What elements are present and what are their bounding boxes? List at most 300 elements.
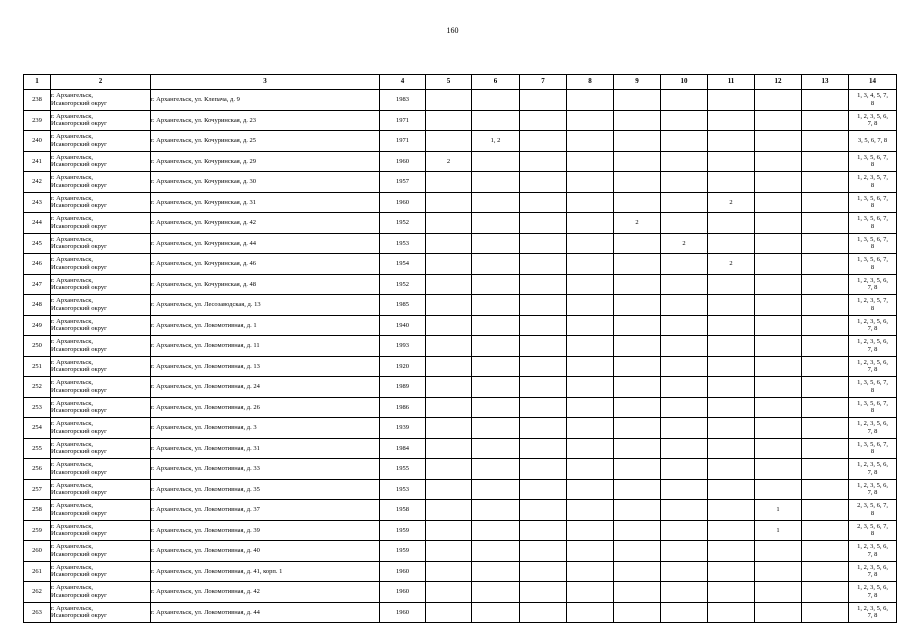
mark-cell-c11 (708, 356, 755, 377)
mark-cell-c6 (472, 541, 520, 562)
district-cell (51, 110, 151, 131)
district-line: Исакогорский округ (51, 407, 107, 415)
mark-cell-c5 (426, 356, 472, 377)
mark-cell-c11 (708, 151, 755, 172)
mark-cell-c11 (708, 233, 755, 254)
address-cell: г. Архангельск, ул. Кочуринская, д. 42 (151, 213, 380, 234)
mark-cell-c10 (661, 561, 708, 582)
mark-cell-c5 (426, 274, 472, 295)
measures-cell (849, 336, 897, 357)
mark-cell-c8 (567, 336, 614, 357)
address-cell: г. Архангельск, ул. Локомотивная, д. 35 (151, 479, 380, 500)
mark-cell-c11 (708, 602, 755, 623)
address-cell: г. Архангельск, ул. Локомотивная, д. 1 (151, 315, 380, 336)
table-row (24, 602, 897, 623)
district-cell (51, 192, 151, 213)
year-cell: 1952 (380, 274, 426, 295)
mark-cell-c9 (614, 582, 661, 603)
mark-cell-c11 (708, 131, 755, 152)
mark-cell-c8 (567, 295, 614, 316)
district-line: Исакогорский округ (51, 304, 107, 312)
mark-cell-c10 (661, 377, 708, 398)
mark-cell-c8 (567, 192, 614, 213)
table-row (24, 274, 897, 295)
mark-cell-c11 (708, 315, 755, 336)
header-cell: 6 (472, 75, 520, 90)
mark-cell-c7 (520, 520, 567, 541)
district-cell (51, 315, 151, 336)
year-cell: 1984 (380, 438, 426, 459)
measures-cell (849, 418, 897, 439)
district-line: г. Архангельск, (51, 604, 93, 612)
year-cell: 1955 (380, 459, 426, 480)
header-cell: 4 (380, 75, 426, 90)
measures-line: 3, 5, 6, 7, 8 (857, 137, 888, 144)
row-number-cell: 261 (24, 561, 51, 582)
mark-cell-c6 (472, 520, 520, 541)
district-cell (51, 520, 151, 541)
measures-line: 1, 2, 3, 5, 6, (857, 461, 888, 469)
mark-cell-c12 (755, 561, 802, 582)
row-number-cell: 250 (24, 336, 51, 357)
mark-cell-c12 (755, 356, 802, 377)
table-row (24, 582, 897, 603)
district-line: г. Архангельск, (51, 112, 93, 120)
district-cell (51, 459, 151, 480)
mark-cell-c10 (661, 438, 708, 459)
district-line: Исакогорский округ (51, 509, 107, 517)
district-line: г. Архангельск, (51, 153, 93, 161)
address-cell: г. Архангельск, ул. Кочуринская, д. 48 (151, 274, 380, 295)
district-line: Исакогорский округ (51, 489, 107, 497)
mark-cell-c10 (661, 356, 708, 377)
mark-cell-c7 (520, 377, 567, 398)
district-line: г. Архангельск, (51, 584, 93, 592)
measures-cell (849, 377, 897, 398)
mark-cell-c10 (661, 131, 708, 152)
mark-cell-c12 (755, 192, 802, 213)
district-cell (51, 582, 151, 603)
district-line: г. Архангельск, (51, 420, 93, 428)
mark-cell-c13 (802, 213, 849, 234)
mark-cell-c5 (426, 541, 472, 562)
year-cell: 1940 (380, 315, 426, 336)
mark-cell-c10 (661, 192, 708, 213)
mark-cell-c6 (472, 90, 520, 111)
mark-cell-c9 (614, 397, 661, 418)
mark-cell-c10 (661, 541, 708, 562)
measures-cell (849, 192, 897, 213)
year-cell: 1971 (380, 131, 426, 152)
mark-cell-c8 (567, 131, 614, 152)
measures-cell (849, 131, 897, 152)
mark-cell-c8 (567, 172, 614, 193)
mark-cell-c5: 2 (426, 151, 472, 172)
mark-cell-c13 (802, 602, 849, 623)
measures-line: 8 (870, 448, 875, 456)
district-cell (51, 602, 151, 623)
mark-cell-c10 (661, 602, 708, 623)
mark-cell-c11 (708, 582, 755, 603)
mark-cell-c11 (708, 438, 755, 459)
row-number-cell: 242 (24, 172, 51, 193)
measures-line: 1, 2, 3, 5, 6, (857, 276, 888, 284)
measures-line: 8 (870, 243, 875, 251)
measures-cell (849, 500, 897, 521)
measures-line: 1, 2, 3, 5, 6, (857, 481, 888, 489)
mark-cell-c10 (661, 274, 708, 295)
mark-cell-c13 (802, 90, 849, 111)
measures-line: 7, 8 (867, 120, 878, 128)
measures-line: 8 (870, 222, 875, 230)
mark-cell-c7 (520, 356, 567, 377)
district-cell (51, 500, 151, 521)
mark-cell-c5 (426, 192, 472, 213)
table-row (24, 315, 897, 336)
row-number-cell: 246 (24, 254, 51, 275)
measures-line: 1, 3, 5, 6, 7, (857, 194, 888, 202)
mark-cell-c8 (567, 315, 614, 336)
header-cell: 7 (520, 75, 567, 90)
mark-cell-c11 (708, 520, 755, 541)
row-number-cell: 256 (24, 459, 51, 480)
mark-cell-c7 (520, 479, 567, 500)
measures-cell (849, 172, 897, 193)
mark-cell-c6 (472, 151, 520, 172)
mark-cell-c5 (426, 90, 472, 111)
district-cell (51, 438, 151, 459)
mark-cell-c7 (520, 561, 567, 582)
table-row (24, 213, 897, 234)
measures-line: 7, 8 (867, 427, 878, 435)
row-number-cell: 255 (24, 438, 51, 459)
mark-cell-c10: 2 (661, 233, 708, 254)
district-line: Исакогорский округ (51, 366, 107, 374)
measures-line: 2, 3, 5, 6, 7, (857, 522, 888, 530)
row-number-cell: 251 (24, 356, 51, 377)
mark-cell-c9 (614, 254, 661, 275)
mark-cell-c7 (520, 213, 567, 234)
header-cell: 10 (661, 75, 708, 90)
mark-cell-c13 (802, 418, 849, 439)
measures-line: 8 (870, 530, 875, 538)
mark-cell-c5 (426, 520, 472, 541)
table-row (24, 438, 897, 459)
header-cell: 12 (755, 75, 802, 90)
address-cell: г. Архангельск, ул. Локомотивная, д. 44 (151, 602, 380, 623)
table-body (24, 90, 897, 623)
mark-cell-c11 (708, 561, 755, 582)
mark-cell-c12 (755, 377, 802, 398)
mark-cell-c5 (426, 418, 472, 439)
mark-cell-c12 (755, 459, 802, 480)
mark-cell-c13 (802, 541, 849, 562)
mark-cell-c7 (520, 602, 567, 623)
district-line: г. Архангельск, (51, 502, 93, 510)
mark-cell-c6 (472, 315, 520, 336)
district-line: Исакогорский округ (51, 181, 107, 189)
measures-line: 7, 8 (867, 591, 878, 599)
mark-cell-c5 (426, 336, 472, 357)
row-number-cell: 258 (24, 500, 51, 521)
table-row (24, 459, 897, 480)
address-cell: г. Архангельск, ул. Кочуринская, д. 30 (151, 172, 380, 193)
mark-cell-c13 (802, 233, 849, 254)
table-row (24, 418, 897, 439)
mark-cell-c6 (472, 254, 520, 275)
district-line: г. Архангельск, (51, 338, 93, 346)
mark-cell-c8 (567, 213, 614, 234)
mark-cell-c7 (520, 315, 567, 336)
row-number-cell: 247 (24, 274, 51, 295)
mark-cell-c5 (426, 131, 472, 152)
year-cell: 1952 (380, 213, 426, 234)
mark-cell-c9: 2 (614, 213, 661, 234)
table-row (24, 336, 897, 357)
mark-cell-c10 (661, 397, 708, 418)
table-row (24, 192, 897, 213)
measures-line: 1, 2, 3, 5, 7, (857, 174, 888, 182)
measures-cell (849, 110, 897, 131)
measures-line: 1, 3, 5, 6, 7, (857, 215, 888, 223)
district-cell (51, 172, 151, 193)
address-cell: г. Архангельск, ул. Кочуринская, д. 25 (151, 131, 380, 152)
address-cell: г. Архангельск, ул. Кочуринская, д. 31 (151, 192, 380, 213)
measures-cell (849, 520, 897, 541)
district-cell (51, 479, 151, 500)
year-cell: 1960 (380, 192, 426, 213)
district-line: г. Архангельск, (51, 399, 93, 407)
mark-cell-c6 (472, 233, 520, 254)
header-cell: 11 (708, 75, 755, 90)
measures-line: 1, 3, 5, 6, 7, (857, 379, 888, 387)
header-cell: 2 (51, 75, 151, 90)
mark-cell-c9 (614, 110, 661, 131)
year-cell: 1920 (380, 356, 426, 377)
mark-cell-c9 (614, 520, 661, 541)
mark-cell-c7 (520, 274, 567, 295)
measures-cell (849, 254, 897, 275)
row-number-cell: 239 (24, 110, 51, 131)
address-cell: г. Архангельск, ул. Лесозаводская, д. 13 (151, 295, 380, 316)
measures-line: 1, 2, 3, 5, 6, (857, 563, 888, 571)
mark-cell-c10 (661, 151, 708, 172)
address-cell: г. Архангельск, ул. Локомотивная, д. 42 (151, 582, 380, 603)
address-cell: г. Архангельск, ул. Локомотивная, д. 31 (151, 438, 380, 459)
row-number-cell: 240 (24, 131, 51, 152)
mark-cell-c9 (614, 274, 661, 295)
mark-cell-c12: 1 (755, 520, 802, 541)
district-line: Исакогорский округ (51, 140, 107, 148)
mark-cell-c5 (426, 315, 472, 336)
year-cell: 1986 (380, 397, 426, 418)
mark-cell-c10 (661, 90, 708, 111)
district-line: Исакогорский округ (51, 345, 107, 353)
district-cell (51, 274, 151, 295)
mark-cell-c11 (708, 172, 755, 193)
year-cell: 1959 (380, 541, 426, 562)
mark-cell-c8 (567, 500, 614, 521)
mark-cell-c12 (755, 131, 802, 152)
mark-cell-c13 (802, 274, 849, 295)
measures-line: 7, 8 (867, 612, 878, 620)
mark-cell-c10 (661, 459, 708, 480)
address-cell: г. Архангельск, ул. Кочуринская, д. 29 (151, 151, 380, 172)
measures-line: 1, 2, 3, 5, 6, (857, 584, 888, 592)
mark-cell-c8 (567, 377, 614, 398)
row-number-cell: 260 (24, 541, 51, 562)
address-cell: г. Архангельск, ул. Кочуринская, д. 46 (151, 254, 380, 275)
district-cell (51, 336, 151, 357)
address-cell: г. Архангельск, ул. Локомотивная, д. 26 (151, 397, 380, 418)
mark-cell-c13 (802, 520, 849, 541)
district-cell (51, 418, 151, 439)
mark-cell-c8 (567, 582, 614, 603)
mark-cell-c13 (802, 459, 849, 480)
mark-cell-c11 (708, 90, 755, 111)
district-line: Исакогорский округ (51, 386, 107, 394)
address-cell: г. Архангельск, ул. Локомотивная, д. 40 (151, 541, 380, 562)
mark-cell-c7 (520, 397, 567, 418)
table-row (24, 295, 897, 316)
mark-cell-c8 (567, 561, 614, 582)
mark-cell-c11 (708, 459, 755, 480)
mark-cell-c9 (614, 541, 661, 562)
mark-cell-c7 (520, 295, 567, 316)
mark-cell-c13 (802, 356, 849, 377)
mark-cell-c12 (755, 315, 802, 336)
mark-cell-c12 (755, 110, 802, 131)
table-row (24, 254, 897, 275)
district-line: Исакогорский округ (51, 243, 107, 251)
mark-cell-c8 (567, 602, 614, 623)
district-line: г. Архангельск, (51, 543, 93, 551)
mark-cell-c11 (708, 377, 755, 398)
district-line: Исакогорский округ (51, 325, 107, 333)
mark-cell-c10 (661, 172, 708, 193)
district-line: г. Архангельск, (51, 215, 93, 223)
mark-cell-c13 (802, 172, 849, 193)
mark-cell-c13 (802, 500, 849, 521)
mark-cell-c5 (426, 602, 472, 623)
mark-cell-c7 (520, 90, 567, 111)
address-cell: г. Архангельск, ул. Локомотивная, д. 11 (151, 336, 380, 357)
year-cell: 1989 (380, 377, 426, 398)
mark-cell-c8 (567, 356, 614, 377)
mark-cell-c12 (755, 336, 802, 357)
district-cell (51, 151, 151, 172)
mark-cell-c9 (614, 172, 661, 193)
measures-line: 8 (870, 509, 875, 517)
measures-line: 1, 2, 3, 5, 6, (857, 317, 888, 325)
district-cell (51, 356, 151, 377)
district-line: Исакогорский округ (51, 468, 107, 476)
mark-cell-c5 (426, 459, 472, 480)
measures-line: 1, 2, 3, 5, 7, (857, 297, 888, 305)
mark-cell-c5 (426, 479, 472, 500)
measures-line: 7, 8 (867, 284, 878, 292)
mark-cell-c12 (755, 151, 802, 172)
mark-cell-c6 (472, 397, 520, 418)
mark-cell-c5 (426, 377, 472, 398)
mark-cell-c6 (472, 213, 520, 234)
district-line: Исакогорский округ (51, 448, 107, 456)
mark-cell-c13 (802, 192, 849, 213)
mark-cell-c6 (472, 356, 520, 377)
district-cell (51, 377, 151, 398)
year-cell: 1985 (380, 295, 426, 316)
mark-cell-c12 (755, 397, 802, 418)
mark-cell-c12 (755, 172, 802, 193)
measures-cell (849, 561, 897, 582)
mark-cell-c12 (755, 418, 802, 439)
mark-cell-c13 (802, 582, 849, 603)
mark-cell-c13 (802, 151, 849, 172)
measures-cell (849, 602, 897, 623)
district-cell (51, 213, 151, 234)
mark-cell-c6 (472, 602, 520, 623)
measures-line: 7, 8 (867, 550, 878, 558)
measures-line: 1, 2, 3, 5, 6, (857, 543, 888, 551)
mark-cell-c13 (802, 254, 849, 275)
year-cell: 1971 (380, 110, 426, 131)
header-cell: 1 (24, 75, 51, 90)
mark-cell-c7 (520, 459, 567, 480)
mark-cell-c9 (614, 356, 661, 377)
measures-line: 1, 3, 5, 6, 7, (857, 399, 888, 407)
measures-line: 1, 2, 3, 5, 6, (857, 604, 888, 612)
mark-cell-c5 (426, 500, 472, 521)
district-line: Исакогорский округ (51, 284, 107, 292)
mark-cell-c11 (708, 336, 755, 357)
row-number-cell: 257 (24, 479, 51, 500)
year-cell: 1954 (380, 254, 426, 275)
mark-cell-c6 (472, 561, 520, 582)
measures-line: 2, 3, 5, 6, 7, (857, 502, 888, 510)
district-line: г. Архангельск, (51, 92, 93, 100)
mark-cell-c8 (567, 397, 614, 418)
address-cell: г. Архангельск, ул. Кочуринская, д. 23 (151, 110, 380, 131)
measures-line: 1, 3, 5, 6, 7, (857, 440, 888, 448)
measures-cell (849, 90, 897, 111)
district-line: Исакогорский округ (51, 550, 107, 558)
district-line: Исакогорский округ (51, 530, 107, 538)
measures-line: 1, 2, 3, 5, 6, (857, 338, 888, 346)
district-cell (51, 397, 151, 418)
mark-cell-c9 (614, 377, 661, 398)
header-cell: 5 (426, 75, 472, 90)
year-cell: 1960 (380, 151, 426, 172)
address-cell: г. Архангельск, ул. Локомотивная, д. 39 (151, 520, 380, 541)
mark-cell-c5 (426, 172, 472, 193)
mark-cell-c10 (661, 254, 708, 275)
mark-cell-c13 (802, 131, 849, 152)
mark-cell-c12 (755, 602, 802, 623)
district-line: Исакогорский округ (51, 263, 107, 271)
mark-cell-c8 (567, 110, 614, 131)
measures-cell (849, 315, 897, 336)
measures-line: 8 (870, 263, 875, 271)
mark-cell-c6 (472, 192, 520, 213)
district-line: г. Архангельск, (51, 440, 93, 448)
mark-cell-c13 (802, 315, 849, 336)
measures-cell (849, 233, 897, 254)
header-cell: 13 (802, 75, 849, 90)
row-number-cell: 254 (24, 418, 51, 439)
row-number-cell: 245 (24, 233, 51, 254)
measures-cell (849, 151, 897, 172)
address-cell: г. Архангельск, ул. Локомотивная, д. 37 (151, 500, 380, 521)
